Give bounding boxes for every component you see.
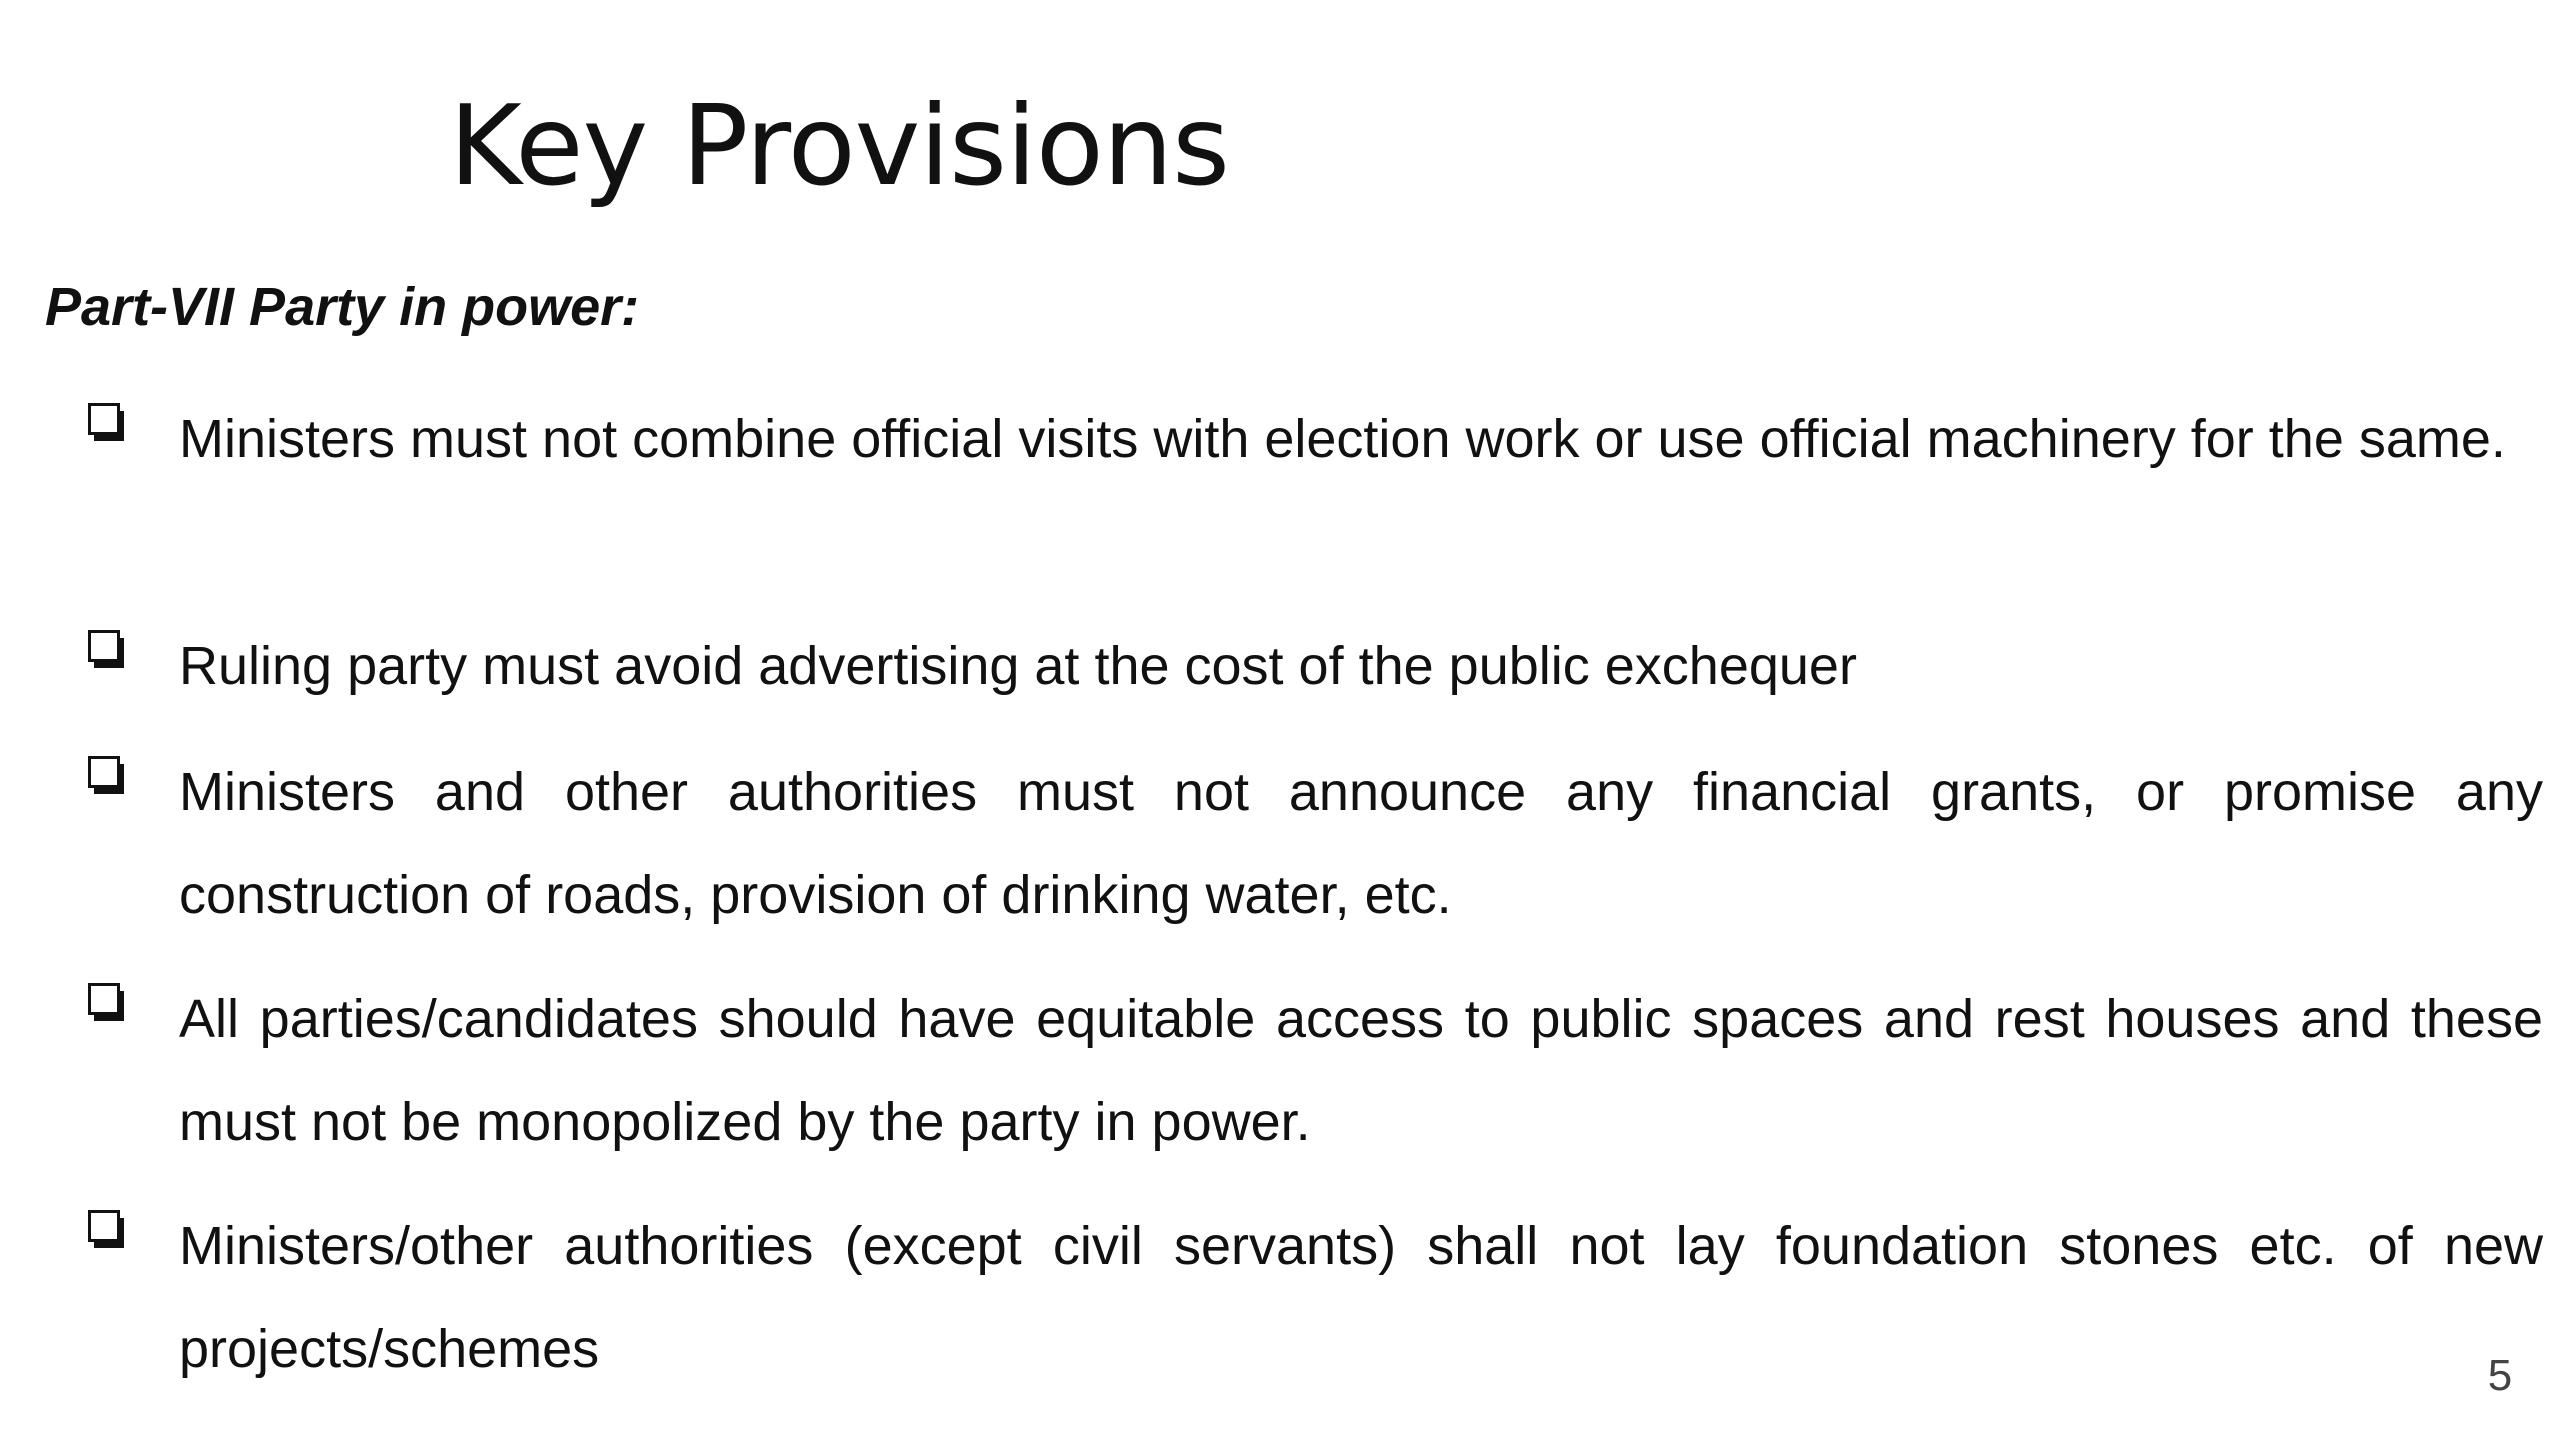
bullet-text: Ministers must not combine official visits with election work or use official machinery for the same.	[179, 409, 2506, 469]
slide-title: Key Provisions	[449, 82, 1229, 211]
bullet-text: Ruling party must avoid advertising at the cost of the public exchequer	[179, 636, 1857, 696]
checkbox-square-icon	[88, 630, 126, 670]
bullet-text: All parties/candidates should have equitable access to public spaces and rest houses and these must not be monopolized by the party in power.	[179, 989, 2543, 1152]
checkbox-square-icon	[88, 403, 126, 443]
bullet-text: Ministers and other authorities must not announce any financial grants, or promise any construction of roads, provision of drinking water, etc.	[179, 762, 2543, 925]
checkbox-square-icon	[88, 756, 126, 796]
checkbox-square-icon	[88, 1210, 126, 1250]
bullet-text: Ministers/other authorities (except civil servants) shall not lay foundation stones etc. of new projects/schemes	[179, 1216, 2543, 1379]
checkbox-square-icon	[88, 983, 126, 1023]
section-heading: Part-VII Party in power:	[45, 277, 640, 337]
page-number: 5	[2487, 1351, 2513, 1400]
